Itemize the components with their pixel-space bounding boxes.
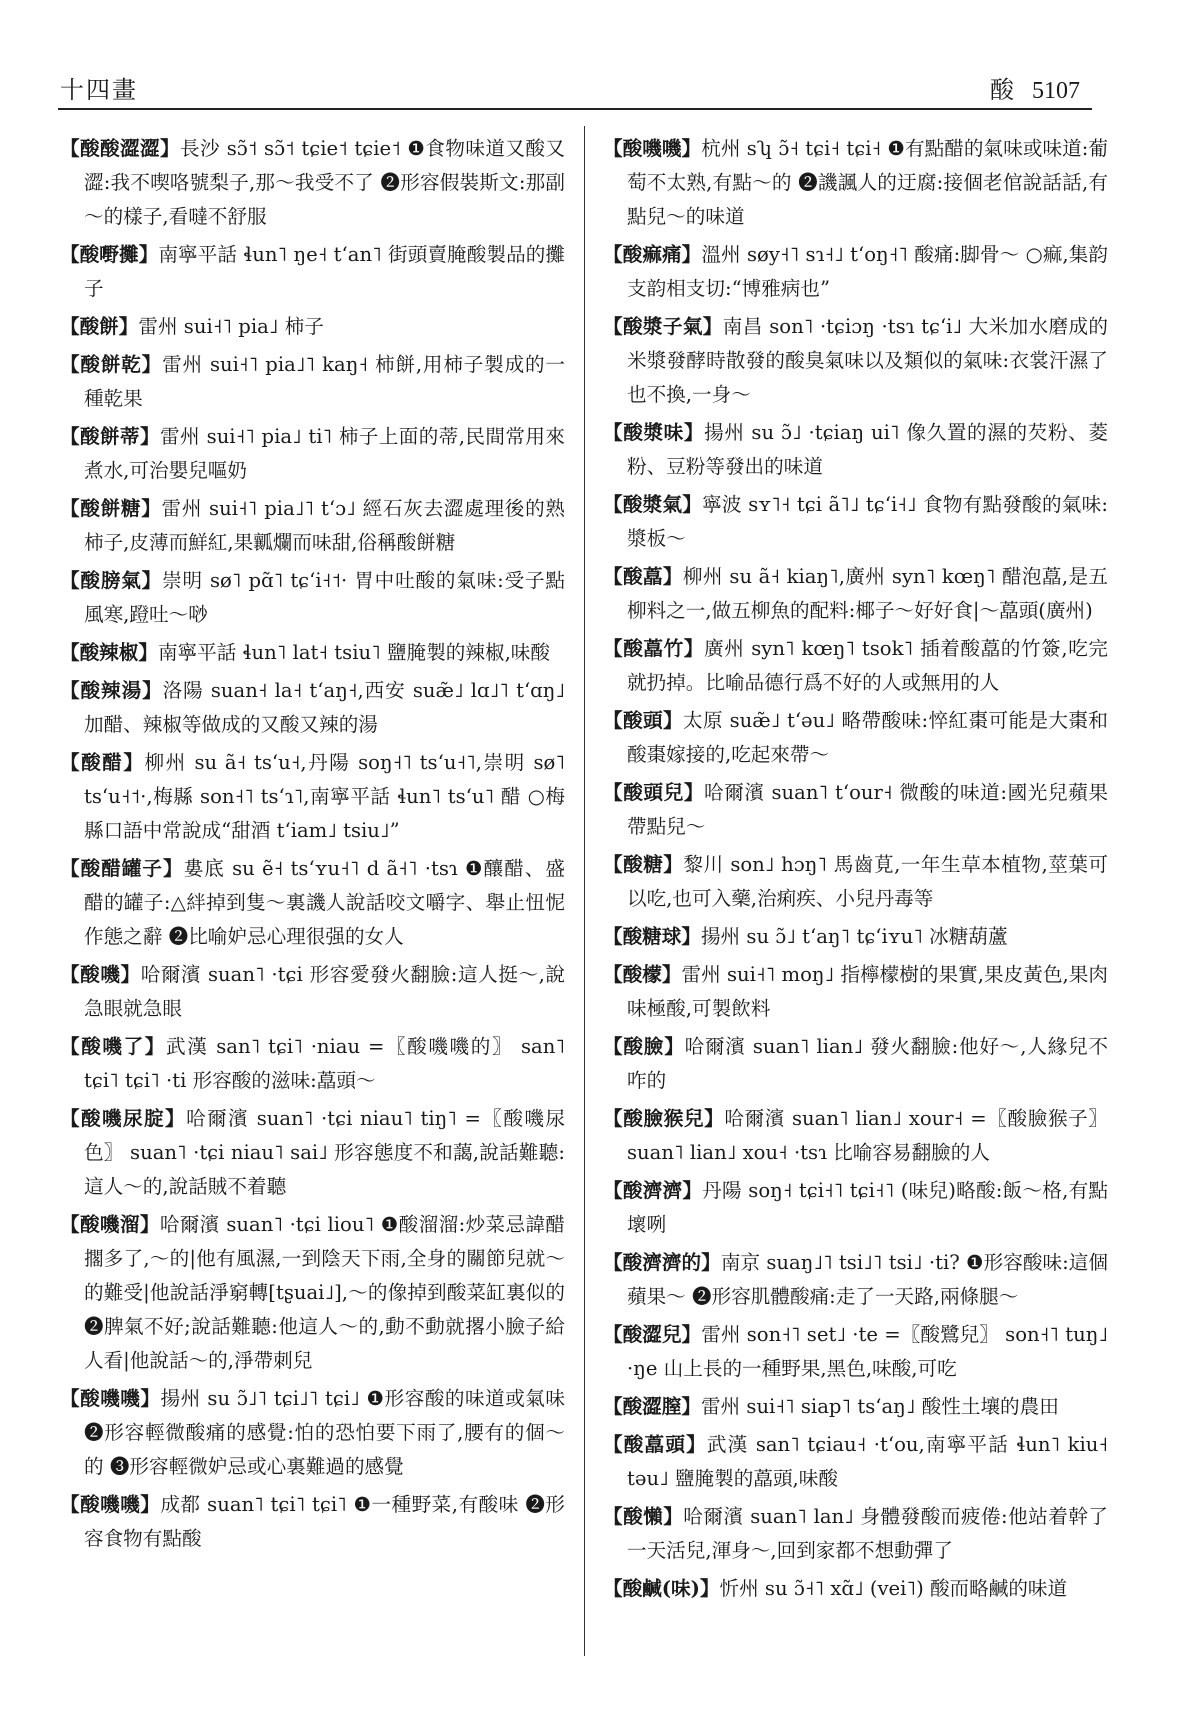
dictionary-entry: [603, 1318, 1108, 1386]
entry-definition: 南京 suaŋ˩˥ tsi˩˥ tsi˩ ·ti? ❶形容酸味:這個蘋果～ ❷形容肌體酸痛:走了一天路,兩條腿～: [627, 1251, 1108, 1308]
entry-headword: 【酸嘰了】: [60, 1035, 166, 1058]
dictionary-entry: [603, 1174, 1108, 1242]
entry-headword: 【酸漿子氣】: [603, 315, 723, 338]
entry-headword: 【酸醋】: [60, 751, 145, 774]
entry-headword: 【酸餅乾】: [60, 353, 163, 376]
dictionary-entry: [603, 1500, 1108, 1568]
dictionary-entry: [603, 920, 1108, 954]
dictionary-entry: [603, 704, 1108, 772]
dictionary-entry: [60, 1488, 565, 1556]
dictionary-entry: [60, 636, 565, 670]
entry-headword: 【酸嘰嘰】: [60, 1387, 161, 1410]
entry-definition: 雷州 sui˧˥ pia˩ ti˥ 柿子上面的蒂,民間常用來煮水,可治嬰兒嘔奶: [84, 425, 565, 482]
dictionary-entry: [60, 1382, 565, 1484]
dictionary-entry: [603, 1102, 1108, 1170]
entry-definition: 洛陽 suan˧ la˧ tʻaŋ˧,西安 suæ̃˩ lɑ˩˥ tʻɑŋ˩ 加醋、辣椒等做成的又酸又辣的湯: [84, 679, 566, 736]
entry-headword: 【酸餅糖】: [60, 497, 162, 520]
entry-headword: 【酸嘰嘰】: [60, 1493, 161, 1516]
dictionary-entry: [60, 564, 565, 632]
dictionary-entry: [603, 848, 1108, 916]
left-column: [60, 132, 565, 1560]
entry-definition: 哈爾濱 suan˥ lian˩ 發火翻臉:他好～,人緣兒不咋的: [627, 1035, 1109, 1092]
page-number: 5107: [1032, 78, 1080, 104]
entry-definition: 太原 suæ̃˩ tʻəu˩ 略帶酸味:悴紅棗可能是大棗和酸棗嫁接的,吃起來帶～: [627, 709, 1109, 766]
entry-definition: 杭州 sʮ ɔ̃˧ tɕi˧ tɕi˧ ❶有點醋的氣味或味道:葡萄不太熟,有點～的 ❷譏諷人的迂腐:接個老倌說話話,有點兒～的味道: [627, 137, 1108, 228]
right-column: [603, 132, 1108, 1610]
entry-headword: 【酸嘰尿腚】: [60, 1107, 187, 1130]
dictionary-entry: [60, 1102, 565, 1204]
entry-headword: 【酸漿氣】: [603, 493, 703, 516]
dictionary-entry: [603, 560, 1108, 628]
head-character: 酸: [990, 76, 1014, 104]
entry-definition: 哈爾濱 suan˥ lian˩ xour˧ =〖酸臉猴子〗 suan˥ lian˩ xou˧ ·tsɿ 比喻容易翻臉的人: [627, 1107, 1109, 1164]
entry-headword: 【酸痲痛】: [603, 243, 702, 266]
entry-headword: 【酸臉】: [603, 1035, 685, 1058]
entry-headword: 【酸辣椒】: [60, 641, 158, 664]
entry-definition: 雷州 sui˧˥ moŋ˩ 指檸檬樹的果實,果皮黃色,果肉味極酸,可製飲料: [627, 963, 1109, 1020]
entry-headword: 【酸藠頭】: [603, 1433, 707, 1456]
dictionary-entry: [603, 1428, 1108, 1496]
entry-definition: 黎川 son˩ hɔŋ˥ 馬齒莧,一年生草本植物,莖葉可以吃,也可入藥,治痢疾、小兒丹毒等: [627, 853, 1108, 910]
entry-definition: 哈爾濱 suan˥ ·tɕi 形容愛發火翻臉:這人挺～,說急眼就急眼: [84, 963, 566, 1020]
entry-definition: 南昌 son˥ ·tɕiɔŋ ·tsɿ tɕʻi˩ 大米加水磨成的米漿發酵時散發的酸臭氣味以及類似的氣味:衣裳汗濕了也不換,一身～: [627, 315, 1109, 406]
entry-definition: 廣州 syn˥ kœŋ˥ tsok˥ 插着酸藠的竹簽,吃完就扔掉。比喻品德行爲不好的人或無用的人: [627, 637, 1109, 694]
entry-headword: 【酸膀氣】: [60, 569, 163, 592]
dictionary-entry: [603, 1246, 1108, 1314]
entry-headword: 【酸餅蒂】: [60, 425, 160, 448]
entry-definition: 婁底 su ẽ˧ tsʻʏu˧˥ d ã˧˥ ·tsɿ ❶釀醋、盛醋的罐子:△絆掉到隻～裏譏人說話咬文嚼字、舉止忸怩作態之辭 ❷比喻妒忌心理很强的女人: [84, 857, 566, 948]
entry-headword: 【酸澀膣】: [603, 1395, 701, 1418]
entry-definition: 哈爾濱 suan˥ ·tɕi niau˥ tiŋ˥ =〖酸嘰尿色〗 suan˥ ·tɕi niau˥ sai˩ 形容態度不和藹,說話難聽:這人～的,說話賊不着聽: [84, 1107, 566, 1198]
entry-definition: 哈爾濱 suan˥ lan˩ 身體發酸而疲倦:他站着幹了一天活兒,渾身～,回到家都不想動彈了: [627, 1505, 1108, 1562]
dictionary-entry: [60, 958, 565, 1026]
entry-definition: 雷州 sui˧˥ siap˥ tsʻaŋ˩ 酸性土壤的農田: [700, 1395, 1059, 1418]
entry-headword: 【酸辣湯】: [60, 679, 163, 702]
entry-definition: 哈爾濱 suan˥ ·tɕi liou˥ ❶酸溜溜:炒菜忌諱醋擱多了,～的|他有風濕,一到陰天下雨,全身的關節兒就～的難受|他說話淨窮轉[tʂuai˩],～的像掉到酸菜缸裏似的 ❷脾氣不好;說話難聽:他這人～的,動不動就撂小臉子給人看|他說話～的,淨帶刺兒: [84, 1213, 565, 1372]
dictionary-entry: [60, 492, 565, 560]
entry-definition: 忻州 su ɔ̃˧˥ xɑ̃˩ (vei˥) 酸而略鹹的味道: [719, 1577, 1068, 1600]
entry-definition: 柳州 su ã˧ tsʻu˧,丹陽 soŋ˧˥ tsʻu˧˥,崇明 sø˥ tsʻu˧˦·,梅縣 son˧˥ tsʻɿ˥,南寧平話 ɬun˥ tsʻu˥ 醋 ○梅縣口語中常說成“甜酒 tʻiam˩ tsiu˩”: [84, 751, 566, 842]
dictionary-entry: [60, 348, 565, 416]
entry-headword: 【酸懶】: [603, 1505, 684, 1528]
entry-headword: 【酸嘢攤】: [60, 243, 159, 266]
dictionary-entry: [603, 632, 1108, 700]
entry-headword: 【酸藠竹】: [603, 637, 705, 660]
entry-definition: 柳州 su ã˧ kiaŋ˥,廣州 syn˥ kœŋ˥ 醋泡藠,是五柳料之一,做五柳魚的配料:椰子～好好食|～藠頭(廣州): [627, 565, 1108, 622]
dictionary-entry: [60, 1030, 565, 1098]
column-divider: [584, 126, 585, 1656]
entry-headword: 【酸糖】: [603, 853, 684, 876]
entry-headword: 【酸嘰嘰】: [603, 137, 702, 160]
entry-definition: 雷州 sui˧˥ pia˩ 柿子: [138, 315, 324, 338]
entry-definition: 武漢 san˥ tɕi˥ ·niau =〖酸嘰嘰的〗 san˥ tɕi˥ tɕi˥ ·ti 形容酸的滋味:藠頭～: [84, 1035, 566, 1092]
entry-headword: 【酸酸澀澀】: [60, 137, 181, 160]
dictionary-entry: [60, 238, 565, 306]
dictionary-entry: [603, 776, 1108, 844]
entry-definition: 揚州 su ɔ̃˩ tʻaŋ˥ tɕʻiʏu˥ 冰糖葫蘆: [700, 925, 1008, 948]
entry-headword: 【酸臉猴兒】: [603, 1107, 725, 1130]
entry-headword: 【酸餅】: [60, 315, 139, 338]
entry-definition: 南寧平話 ɬun˥ ŋe˧ tʻan˥ 街頭賣腌酸製品的攤子: [84, 243, 566, 300]
entry-definition: 哈爾濱 suan˥ tʻour˧ 微酸的味道:國光兒蘋果帶點兒～: [627, 781, 1108, 838]
entry-definition: 雷州 son˧˥ set˩ ·te =〖酸鷺兒〗 son˧˥ tuŋ˩ ·ŋe 山上長的一種野果,黑色,味酸,可吃: [627, 1323, 1108, 1380]
dictionary-entry: [603, 132, 1108, 234]
page-header: [58, 70, 1092, 110]
entry-definition: 崇明 sø˥ pɑ̃˥ tɕʻi˧˦· 胃中吐酸的氣味:受子點風寒,蹬吐～唦: [84, 569, 565, 626]
running-head: [990, 70, 1080, 105]
dictionary-entry: [603, 310, 1108, 412]
entry-definition: 雷州 sui˧˥ pia˩˥ tʻɔ˩ 經石灰去澀處理後的熟柿子,皮薄而鮮紅,果瓤爛而味甜,俗稱酸餅糖: [84, 497, 565, 554]
entry-headword: 【酸檬】: [603, 963, 682, 986]
dictionary-entry: [603, 488, 1108, 556]
entry-definition: 揚州 su ɔ̃˩˥ tɕi˩˥ tɕi˩ ❶形容酸的味道或氣味 ❷形容輕微酸痛的感覺:怕的恐怕要下雨了,腰有的個～的 ❸形容輕微妒忌或心裏難過的感覺: [84, 1387, 566, 1478]
entry-headword: 【酸醋罐子】: [60, 857, 184, 880]
entry-headword: 【酸漿味】: [603, 421, 705, 444]
entry-headword: 【酸嘰溜】: [60, 1213, 160, 1236]
entry-headword: 【酸鹹(味)】: [603, 1577, 720, 1600]
entry-definition: 南寧平話 ɬun˥ lat˧ tsiu˥ 鹽腌製的辣椒,味酸: [157, 641, 550, 664]
entry-headword: 【酸嘰】: [60, 963, 141, 986]
dictionary-entry: [603, 238, 1108, 306]
dictionary-entry: [60, 310, 565, 344]
entry-headword: 【酸濟濟】: [603, 1179, 703, 1202]
entry-headword: 【酸頭兒】: [603, 781, 705, 804]
dictionary-entry: [603, 416, 1108, 484]
entry-definition: 武漢 san˥ tɕiau˧ ·tʻou,南寧平話 ɬun˥ kiu˧ təu˩ 鹽腌製的藠頭,味酸: [627, 1433, 1109, 1490]
entry-definition: 成都 suan˥ tɕi˥ tɕi˥ ❶一種野菜,有酸味 ❷形容食物有點酸: [84, 1493, 565, 1550]
entry-definition: 溫州 søy˧˥ sɿ˧˩ tʻoŋ˧˥ 酸痛:脚骨～ ○痲,集韵支韵相支切:“博雅病也”: [627, 243, 1108, 300]
entry-definition: 寧波 sʏ˥˧ tɕi ã˥˩ tɕʻi˧˩ 食物有點發酸的氣味:漿板～: [627, 493, 1109, 550]
dictionary-entry: [60, 420, 565, 488]
entry-headword: 【酸糖球】: [603, 925, 701, 948]
entry-headword: 【酸澀兒】: [603, 1323, 702, 1346]
section-label: 十四畫: [60, 76, 138, 104]
entry-definition: 丹陽 soŋ˧ tɕi˧˥ tɕi˧˥ (味兒)略酸:飯～格,有點壞咧: [627, 1179, 1108, 1236]
dictionary-entry: [60, 746, 565, 848]
dictionary-entry: [60, 674, 565, 742]
dictionary-entry: [603, 1572, 1108, 1606]
dictionary-entry: [60, 132, 565, 234]
dictionary-entry: [60, 852, 565, 954]
dictionary-entry: [60, 1208, 565, 1378]
dictionary-entry: [603, 958, 1108, 1026]
entry-definition: 揚州 su ɔ̃˩ ·tɕiaŋ ui˥ 像久置的濕的芡粉、菱粉、豆粉等發出的味道: [627, 421, 1108, 478]
entry-headword: 【酸頭】: [603, 709, 683, 732]
dictionary-entry: [603, 1390, 1108, 1424]
entry-headword: 【酸藠】: [603, 565, 683, 588]
entry-definition: 長沙 sɔ̃˦ sɔ̃˦ tɕie˦ tɕie˦ ❶食物味道又酸又澀:我不喫咯號梨子,那～我受不了 ❷形容假裝斯文:那副～的樣子,看噠不舒服: [84, 137, 566, 228]
dictionary-entry: [603, 1030, 1108, 1098]
entry-definition: 雷州 sui˧˥ pia˩˥ kaŋ˧ 柿餅,用柿子製成的一種乾果: [84, 353, 565, 410]
entry-headword: 【酸濟濟的】: [603, 1251, 721, 1274]
